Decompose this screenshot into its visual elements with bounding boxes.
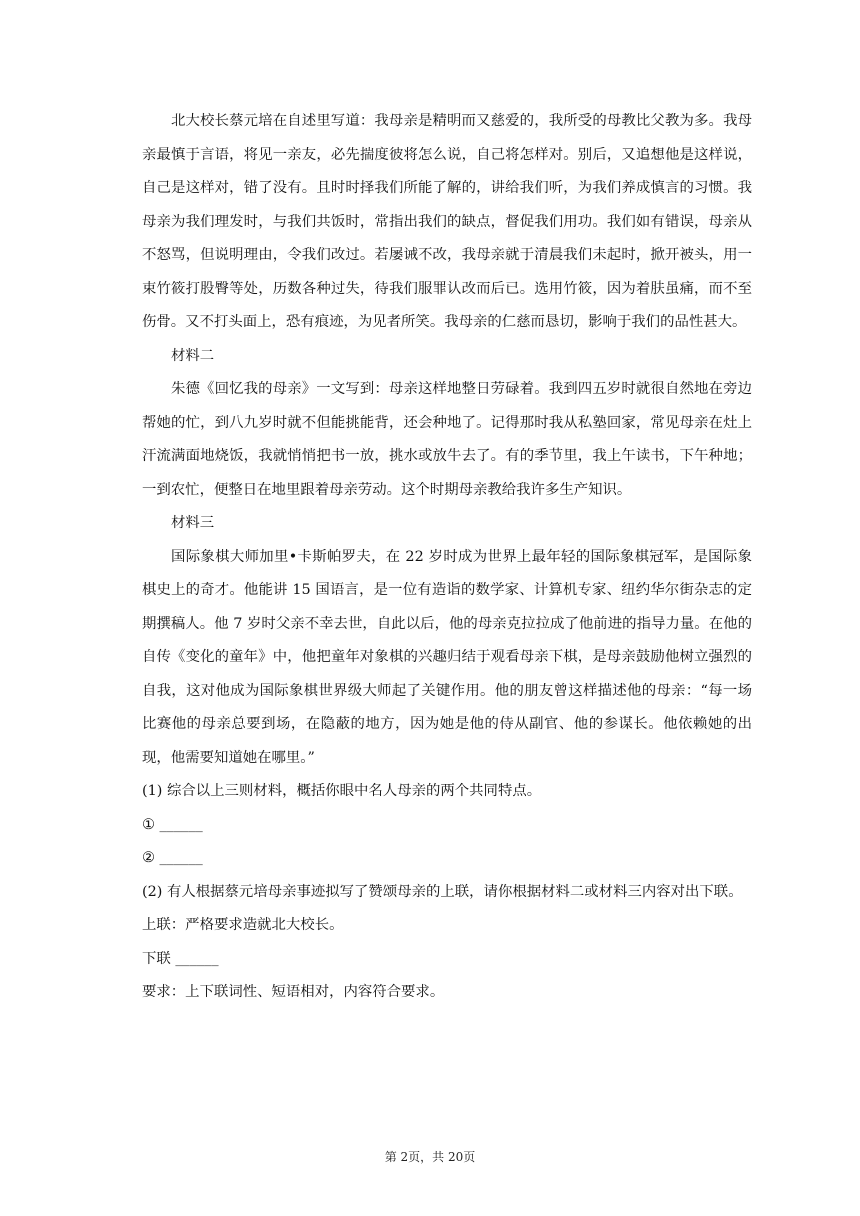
- question-1: (1) 综合以上三则材料，概括你眼中名人母亲的两个共同特点。: [142, 783, 542, 799]
- material-three-heading: 材料三: [171, 515, 215, 531]
- material-one-paragraph: 北大校长蔡元培在自述里写道：我母亲是精明而又慈爱的，我所受的母教比父教为多。我母亲最慎于言语，将见一亲友，必先揣度彼将怎么说，自己将怎样对。别后，又追想他是这样说，自己是这样对，错了没有。且时时择我们所能了解的，讲给我们听，为我们养成慎言的习惯。我母亲为我们理发时，与我们共饭时，常指出我们的缺点，督促我们用功。我们如有错误，母亲从不怒骂，但说明理由，令我们改过。若屡诫不改，我母亲就于清晨我们未起时，掀开被头，用一束竹筱打股臀等处，历数各种过失，待我们服罪认改而后已。选用竹筱，因为着肤虽痛，而不至伤骨。又不打头面上，恐有痕迹，为见者所笑。我母亲的仁慈而恳切，影响于我们的品性甚大。: [142, 113, 752, 330]
- page-footer: 第 2页，共 20页: [384, 1150, 476, 1164]
- document-body: [142, 105, 752, 1010]
- question-2: (2) 有人根据蔡元培母亲事迹拟写了赞颂母亲的上联，请你根据材料二或材料三内容对出下联。: [142, 883, 743, 900]
- upper-couplet: 上联：严格要求造就北大校长。: [142, 917, 344, 933]
- material-two-heading: 材料二: [171, 347, 215, 364]
- answer-blank-2: ② ______: [142, 850, 203, 866]
- material-three-paragraph: 国际象棋大师加里•卡斯帕罗夫，在 22 岁时成为世界上最年轻的国际象棋冠军，是国际象棋史上的奇才。他能讲 15 国语言，是一位有造诣的数学家、计算机专家、纽约华尔街杂志的定期撰稿人。他 7 岁时父亲不幸去世，自此以后，他的母亲克拉拉成了他前进的指导力量。在他的自传《变化的童年》中，他把童年对象棋的兴趣归结于观看母亲下棋，是母亲鼓励他树立强烈的自我，这对他成为国际象棋世界级大师起了关键作用。他的朋友曾这样描述他的母亲：“每一场比赛他的母亲总要到场，在隐蔽的地方，因为她是他的侍从副官、他的参谋长。他依赖她的出现，他需要知道她在哪里。”: [142, 548, 752, 766]
- material-two-paragraph: 朱德《回忆我的母亲》一文写到：母亲这样地整日劳碌着。我到四五岁时就很自然地在旁边帮她的忙，到八九岁时就不但能挑能背，还会种地了。记得那时我从私塾回家，常见母亲在灶上汗流满面地烧饭，我就悄悄把书一放，挑水或放牛去了。有的季节里，我上午读书，下午种地；一到农忙，便整日在地里跟着母亲劳动。这个时期母亲教给我许多生产知识。: [142, 381, 752, 498]
- answer-blank-1: ① ______: [142, 816, 203, 833]
- lower-couplet-blank: 下联 ______: [142, 950, 219, 967]
- requirement-note: 要求：上下联词性、短语相对，内容符合要求。: [142, 984, 445, 1000]
